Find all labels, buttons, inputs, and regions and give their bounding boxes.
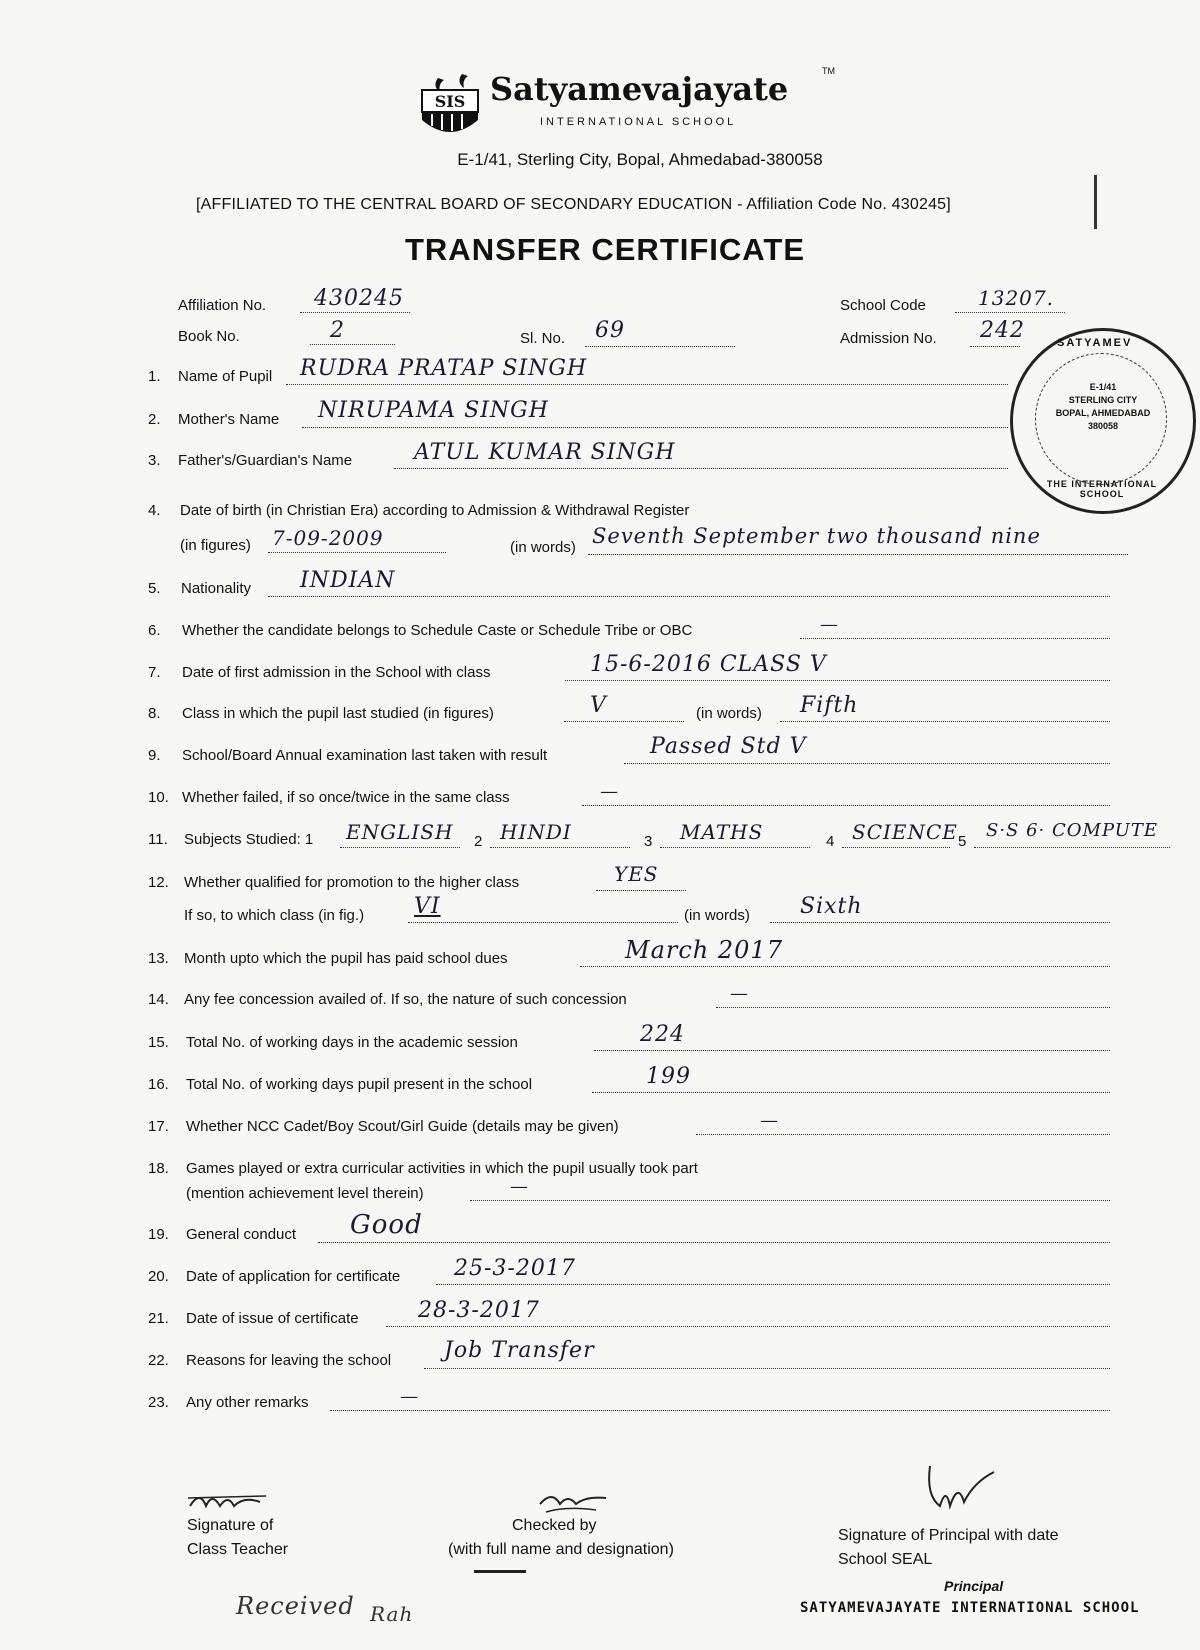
- application-date-label: Date of application for certificate: [186, 1268, 401, 1285]
- principal-stamp-title: Principal: [944, 1578, 1004, 1594]
- subject-number: 2: [474, 833, 483, 850]
- field-number: 17.: [148, 1118, 169, 1135]
- fathers-name-label: Father's/Guardian's Name: [178, 452, 353, 469]
- principal-signature: [920, 1462, 1030, 1522]
- school-code-label: School Code: [840, 297, 926, 314]
- checked-by-label: Checked by: [512, 1517, 597, 1534]
- first-admission-label: Date of first admission in the School with class: [182, 664, 491, 681]
- field-number: 1.: [148, 368, 161, 385]
- failed-value: —: [600, 781, 619, 802]
- last-class-words-value: Fifth: [800, 693, 859, 718]
- affiliation-no-label: Affiliation No.: [178, 297, 267, 314]
- failed-question-label: Whether failed, if so once/twice in the same class: [182, 789, 510, 806]
- field-number: 12.: [148, 874, 169, 891]
- promotion-value: YES: [614, 862, 659, 886]
- school-logo-icon: [418, 70, 484, 142]
- subject-4-value: SCIENCE: [852, 820, 958, 844]
- games-value: —: [510, 1176, 529, 1197]
- leaving-reason-value: Job Transfer: [444, 1338, 595, 1363]
- field-number: 10.: [148, 789, 169, 806]
- school-subtitle: INTERNATIONAL SCHOOL: [540, 116, 737, 128]
- subject-number: 3: [644, 833, 653, 850]
- fee-concession-value: —: [730, 983, 749, 1004]
- field-number: 6.: [148, 622, 161, 639]
- promotion-class-label: If so, to which class (in fig.): [184, 907, 365, 924]
- dues-paid-label: Month upto which the pupil has paid school dues: [184, 950, 508, 967]
- checker-underline: [474, 1570, 526, 1573]
- sl-no-value: 69: [595, 318, 625, 343]
- general-conduct-value: Good: [350, 1210, 423, 1240]
- school-address: E-1/41, Sterling City, Bopal, Ahmedabad-380058: [457, 150, 823, 169]
- date-of-birth-label: Date of birth (in Christian Era) according to Admission & Withdrawal Register: [180, 502, 690, 519]
- field-number: 14.: [148, 991, 169, 1008]
- promotion-class-figures-value: VI: [414, 894, 441, 919]
- last-class-words-label: (in words): [696, 705, 762, 722]
- mothers-name-value: NIRUPAMA SINGH: [318, 398, 549, 423]
- games-achievement-label: (mention achievement level therein): [186, 1185, 424, 1202]
- days-present-value: 199: [646, 1064, 691, 1089]
- field-number: 22.: [148, 1352, 169, 1369]
- subject-3-value: MATHS: [680, 820, 764, 844]
- school-seal-label: School SEAL: [838, 1551, 933, 1568]
- field-number: 9.: [148, 747, 161, 764]
- fathers-name-value: ATUL KUMAR SINGH: [414, 440, 676, 465]
- admission-no-label: Admission No.: [840, 330, 937, 347]
- school-code-value: 13207.: [978, 286, 1054, 310]
- principal-signature-label: Signature of Principal with date: [838, 1527, 1059, 1544]
- application-date-value: 25-3-2017: [454, 1256, 576, 1281]
- promotion-class-words-value: Sixth: [800, 894, 863, 919]
- ncc-value: —: [760, 1110, 779, 1131]
- field-number: 5.: [148, 580, 161, 597]
- page-title: TRANSFER CERTIFICATE: [404, 232, 806, 267]
- margin-mark: [1094, 175, 1097, 229]
- admission-no-value: 242: [980, 318, 1025, 343]
- general-conduct-label: General conduct: [186, 1226, 297, 1243]
- field-number: 11.: [148, 831, 168, 848]
- last-class-figures-value: V: [590, 693, 607, 718]
- name-of-pupil-label: Name of Pupil: [178, 368, 273, 385]
- working-days-value: 224: [640, 1022, 685, 1047]
- issue-date-value: 28-3-2017: [418, 1298, 540, 1323]
- name-of-pupil-value: RUDRA PRATAP SINGH: [300, 356, 588, 381]
- field-number: 16.: [148, 1076, 169, 1093]
- field-number: 15.: [148, 1034, 169, 1051]
- working-days-label: Total No. of working days in the academic session: [186, 1034, 518, 1051]
- dob-figures-value: 7-09-2009: [272, 526, 384, 550]
- subject-2-value: HINDI: [500, 820, 572, 844]
- caste-value: —: [820, 614, 839, 635]
- trademark-mark: TM: [822, 66, 835, 76]
- school-name: Satyamevajayate: [490, 70, 789, 108]
- subject-5-value: S·S 6· COMPUTE: [986, 820, 1159, 841]
- field-number: 23.: [148, 1394, 169, 1411]
- subjects-label: Subjects Studied: 1: [184, 831, 314, 848]
- subject-number: 5: [958, 833, 967, 850]
- games-question-label: Games played or extra curricular activities in which the pupil usually took part: [186, 1160, 698, 1177]
- other-remarks-label: Any other remarks: [186, 1394, 309, 1411]
- fee-concession-label: Any fee concession availed of. If so, the nature of such concession: [184, 991, 627, 1008]
- last-class-label: Class in which the pupil last studied (in figures): [182, 705, 494, 722]
- book-no-label: Book No.: [178, 328, 240, 345]
- promotion-class-words-label: (in words): [684, 907, 750, 924]
- logo-letters: SIS: [434, 92, 466, 111]
- checked-by-designation-label: (with full name and designation): [448, 1541, 674, 1558]
- issue-date-label: Date of issue of certificate: [186, 1310, 359, 1327]
- field-number: 21.: [148, 1310, 169, 1327]
- received-initials: Rah: [370, 1602, 414, 1626]
- ncc-question-label: Whether NCC Cadet/Boy Scout/Girl Guide (details may be given): [186, 1118, 619, 1135]
- leaving-reason-label: Reasons for leaving the school: [186, 1352, 392, 1369]
- school-seal-stamp: [1010, 328, 1196, 514]
- received-note: Received: [236, 1592, 355, 1620]
- field-number: 3.: [148, 452, 161, 469]
- field-number: 7.: [148, 664, 161, 681]
- seal-ring-top: SATYAMEV: [1057, 337, 1133, 349]
- other-remarks-value: —: [400, 1386, 419, 1407]
- affiliation-line: [AFFILIATED TO THE CENTRAL BOARD OF SECONDARY EDUCATION - Affiliation Code No. 430245]: [196, 196, 951, 213]
- seal-ring-bottom: THE INTERNATIONAL SCHOOL: [1046, 479, 1158, 499]
- class-teacher-label-2: Class Teacher: [187, 1541, 289, 1558]
- mothers-name-label: Mother's Name: [178, 411, 280, 428]
- principal-stamp-school: SATYAMEVAJAYATE INTERNATIONAL SCHOOL: [800, 1600, 1140, 1616]
- field-number: 8.: [148, 705, 161, 722]
- subject-1-value: ENGLISH: [346, 820, 454, 844]
- checker-signature: [536, 1490, 616, 1516]
- promotion-question-label: Whether qualified for promotion to the higher class: [184, 874, 520, 891]
- book-no-value: 2: [330, 318, 345, 343]
- subject-number: 4: [826, 833, 835, 850]
- dues-paid-value: March 2017: [625, 936, 783, 964]
- seal-center-text: E-1/41 STERLING CITY BOPAL, AHMEDABAD 380058: [1055, 382, 1151, 431]
- dob-figures-label: (in figures): [180, 537, 251, 554]
- nationality-label: Nationality: [181, 580, 252, 597]
- exam-result-label: School/Board Annual examination last taken with result: [182, 747, 548, 764]
- caste-question-label: Whether the candidate belongs to Schedule Caste or Schedule Tribe or OBC: [182, 622, 693, 639]
- dob-words-value: Seventh September two thousand nine: [592, 524, 1041, 548]
- sl-no-label: Sl. No.: [520, 330, 566, 347]
- field-number: 18.: [148, 1160, 169, 1177]
- nationality-value: INDIAN: [300, 568, 396, 593]
- field-number: 4.: [148, 502, 161, 519]
- days-present-label: Total No. of working days pupil present in the school: [186, 1076, 533, 1093]
- first-admission-value: 15-6-2016 CLASS V: [590, 652, 827, 677]
- dob-words-label: (in words): [510, 539, 576, 556]
- field-number: 20.: [148, 1268, 169, 1285]
- exam-result-value: Passed Std V: [650, 734, 807, 759]
- field-number: 13.: [148, 950, 169, 967]
- field-number: 19.: [148, 1226, 169, 1243]
- affiliation-no-value: 430245: [314, 286, 404, 311]
- class-teacher-label-1: Signature of: [187, 1517, 274, 1534]
- field-number: 2.: [148, 411, 161, 428]
